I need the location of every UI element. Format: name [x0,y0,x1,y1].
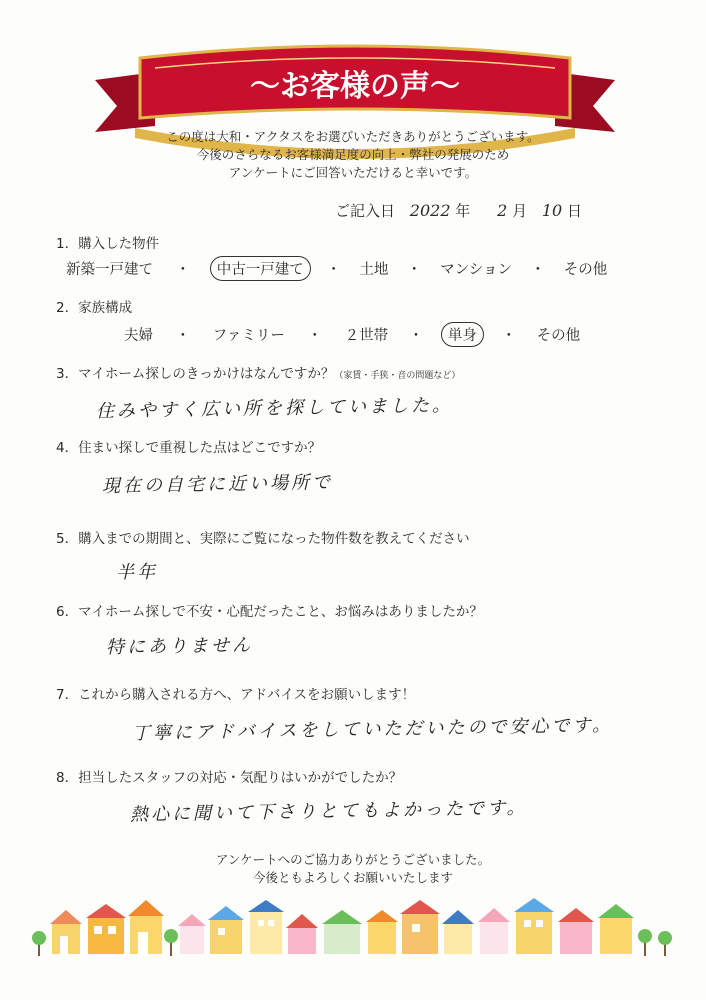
page-title: 〜お客様の声〜 [250,69,460,104]
date-label: ご記入日 [335,202,396,220]
houses-illustration [30,898,680,958]
q1-option-new-house[interactable]: 新築一戸建て [66,262,153,278]
date-day-unit: 日 [567,202,583,220]
q1-options [66,256,607,281]
separator-dot: ・ [530,262,546,278]
house-icon [50,910,82,954]
date-year: 2022 [409,201,451,220]
house-icon [400,900,440,954]
q7-question: 7．これから購入される方へ、アドバイスをお願いします！ [56,687,416,703]
q1-option-other[interactable]: その他 [563,262,608,278]
q8-answer: 熱心に聞いて下さりとてもよかったです。 [129,797,528,826]
house-icon [514,898,554,954]
separator-dot: ・ [501,328,516,344]
separator-dot: ・ [307,328,323,344]
house-icon [128,900,164,954]
q4-answer: 現在の自宅に近い場所で [101,471,334,498]
date-month-unit: 月 [512,202,528,220]
footer-line-1: アンケートへのご協力ありがとうございました。 [215,852,491,867]
q2-option-single-selected[interactable]: 単身 [441,322,484,347]
q2-question: 2．家族構成 [56,300,133,316]
q1-option-land[interactable]: 土地 [359,262,389,278]
house-icon [286,914,318,954]
q3-question [56,362,460,382]
tree-icon [638,929,652,956]
house-icon [442,910,474,954]
date-year-unit: 年 [455,202,471,220]
house-icon [322,910,362,954]
tree-icon [164,929,178,956]
separator-dot: ・ [408,328,424,344]
date-day: 10 [541,201,563,220]
separator-dot: ・ [175,328,191,344]
house-icon [86,904,126,954]
q2-options [124,322,580,347]
q2-option-two-generation[interactable]: ２世帯 [344,328,389,344]
q1-question: 1．購入した物件 [56,236,160,252]
q6-question: 6．マイホーム探しで不安・心配だったこと、お悩みはありましたか？ [56,604,483,620]
house-icon [478,908,510,954]
footer-line-2: 今後ともよろしくお願いいたします [252,870,453,885]
house-icon [178,914,206,954]
house-icon [366,910,398,954]
date-month: 2 [497,201,508,220]
q6-answer: 特にありません [105,634,254,659]
q1-option-mansion[interactable]: マンション [440,262,513,278]
q2-option-couple[interactable]: 夫婦 [124,328,153,344]
q5-question: 5．購入までの期間と、実際にご覧になった物件数を教えてください [56,531,470,547]
intro-line-1: この度は大和・アクタスをお選びいただきありがとうございます。 [166,129,540,144]
q3-question-text: 3．マイホーム探しのきっかけはなんですか？ [56,366,335,382]
q7-answer: 丁寧にアドバイスをしていただいたので安心です。 [131,714,614,745]
q3-note: （家賃・手狭・音の問題など） [334,371,461,381]
house-icon [598,904,634,954]
q8-question: 8．担当したスタッフの対応・気配りはいかがでしたか？ [56,770,403,786]
tree-icon [32,931,46,956]
q2-option-family[interactable]: ファミリー [212,328,285,344]
q5-answer: 半年 [115,561,159,584]
house-icon [248,900,284,954]
tree-icon [658,931,672,956]
separator-dot: ・ [407,262,422,278]
q2-option-other[interactable]: その他 [536,328,581,344]
intro-line-3: アンケートにご回答いただけると幸いです。 [228,165,478,180]
separator-dot: ・ [326,262,341,278]
house-icon [208,906,244,954]
separator-dot: ・ [175,262,191,278]
house-icon [558,908,594,954]
intro-line-2: 今後のさらなるお客様満足度の向上・弊社の発展のため [196,147,510,162]
entry-date [335,200,582,221]
q4-question: 4．住まい探しで重視した点はどこですか？ [56,440,322,456]
q3-answer: 住みやすく広い所を探していました。 [95,394,454,423]
q1-option-used-house-selected[interactable]: 中古一戸建て [210,256,311,281]
